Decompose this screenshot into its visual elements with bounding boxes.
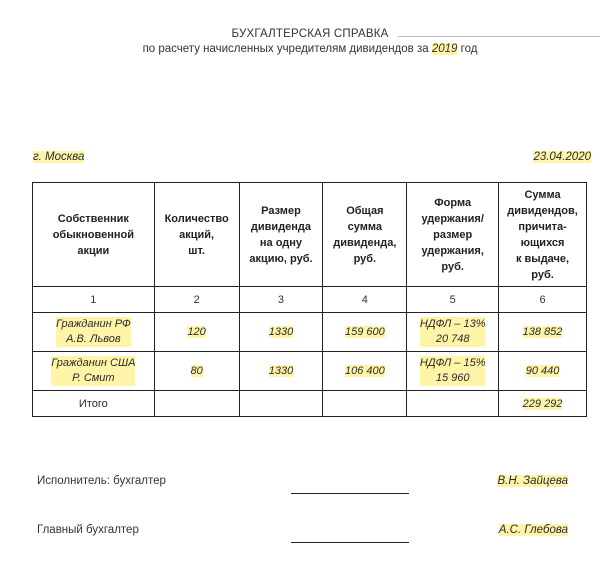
withholding-cell: НДФЛ – 15% 15 960 bbox=[407, 352, 499, 391]
subtitle-suffix: год bbox=[460, 43, 478, 55]
empty-cell bbox=[407, 391, 499, 417]
table-row bbox=[33, 313, 587, 352]
document-title: БУХГАЛТЕРСКАЯ СПРАВКА bbox=[231, 28, 389, 40]
chief-accountant-name: А.С. Глебова bbox=[498, 524, 568, 536]
dividend-per-share-cell: 1330 bbox=[239, 313, 323, 352]
payable-cell: 90 440 bbox=[499, 352, 587, 391]
document-place: г. Москва bbox=[33, 151, 85, 163]
chief-accountant-label: Главный бухгалтер bbox=[37, 524, 139, 536]
empty-cell bbox=[239, 391, 323, 417]
column-number: 5 bbox=[407, 287, 499, 313]
column-number: 4 bbox=[323, 287, 407, 313]
owner-cell: Гражданин РФ А.В. Львов bbox=[33, 313, 155, 352]
header-withholding: Форма удержания/ размер удержания, руб. bbox=[407, 183, 499, 287]
withholding-cell: НДФЛ – 13% 20 748 bbox=[407, 313, 499, 352]
shares-cell: 80 bbox=[154, 352, 239, 391]
document-subtitle bbox=[0, 43, 600, 55]
column-number: 3 bbox=[239, 287, 323, 313]
dividend-per-share-cell: 1330 bbox=[239, 352, 323, 391]
column-number: 6 bbox=[499, 287, 587, 313]
report-year: 2019 bbox=[431, 43, 458, 55]
table-header-row bbox=[33, 183, 587, 287]
column-number: 2 bbox=[154, 287, 239, 313]
header-dividend-per-share: Размер дивиденда на одну акцию, руб. bbox=[239, 183, 323, 287]
header-total-dividend: Общая сумма дивиденда, руб. bbox=[323, 183, 407, 287]
total-label: Итого bbox=[33, 391, 155, 417]
total-row bbox=[33, 391, 587, 417]
document-date: 23.04.2020 bbox=[533, 151, 591, 163]
empty-cell bbox=[154, 391, 239, 417]
executor-signature-line bbox=[291, 493, 409, 494]
payable-cell: 138 852 bbox=[499, 313, 587, 352]
shares-cell: 120 bbox=[154, 313, 239, 352]
header-owner: Собственник обыкновенной акции bbox=[33, 183, 155, 287]
dividend-table bbox=[32, 182, 587, 417]
header-shares: Количество акций, шт. bbox=[154, 183, 239, 287]
total-dividend-cell: 159 600 bbox=[323, 313, 407, 352]
owner-cell: Гражданин США Р. Смит bbox=[33, 352, 155, 391]
empty-cell bbox=[323, 391, 407, 417]
column-number-row bbox=[33, 287, 587, 313]
total-dividend-cell: 106 400 bbox=[323, 352, 407, 391]
table-row bbox=[33, 352, 587, 391]
chief-accountant-signature-line bbox=[291, 542, 409, 543]
executor-label: Исполнитель: бухгалтер bbox=[37, 475, 166, 487]
column-number: 1 bbox=[33, 287, 155, 313]
header-payable: Сумма дивидендов, причита- ющихся к выдаче, руб. bbox=[499, 183, 587, 287]
total-payable-cell: 229 292 bbox=[499, 391, 587, 417]
executor-name: В.Н. Зайцева bbox=[497, 475, 568, 487]
subtitle-prefix: по расчету начисленных учредителям дивидендов за bbox=[142, 43, 429, 55]
title-rule bbox=[398, 36, 600, 37]
